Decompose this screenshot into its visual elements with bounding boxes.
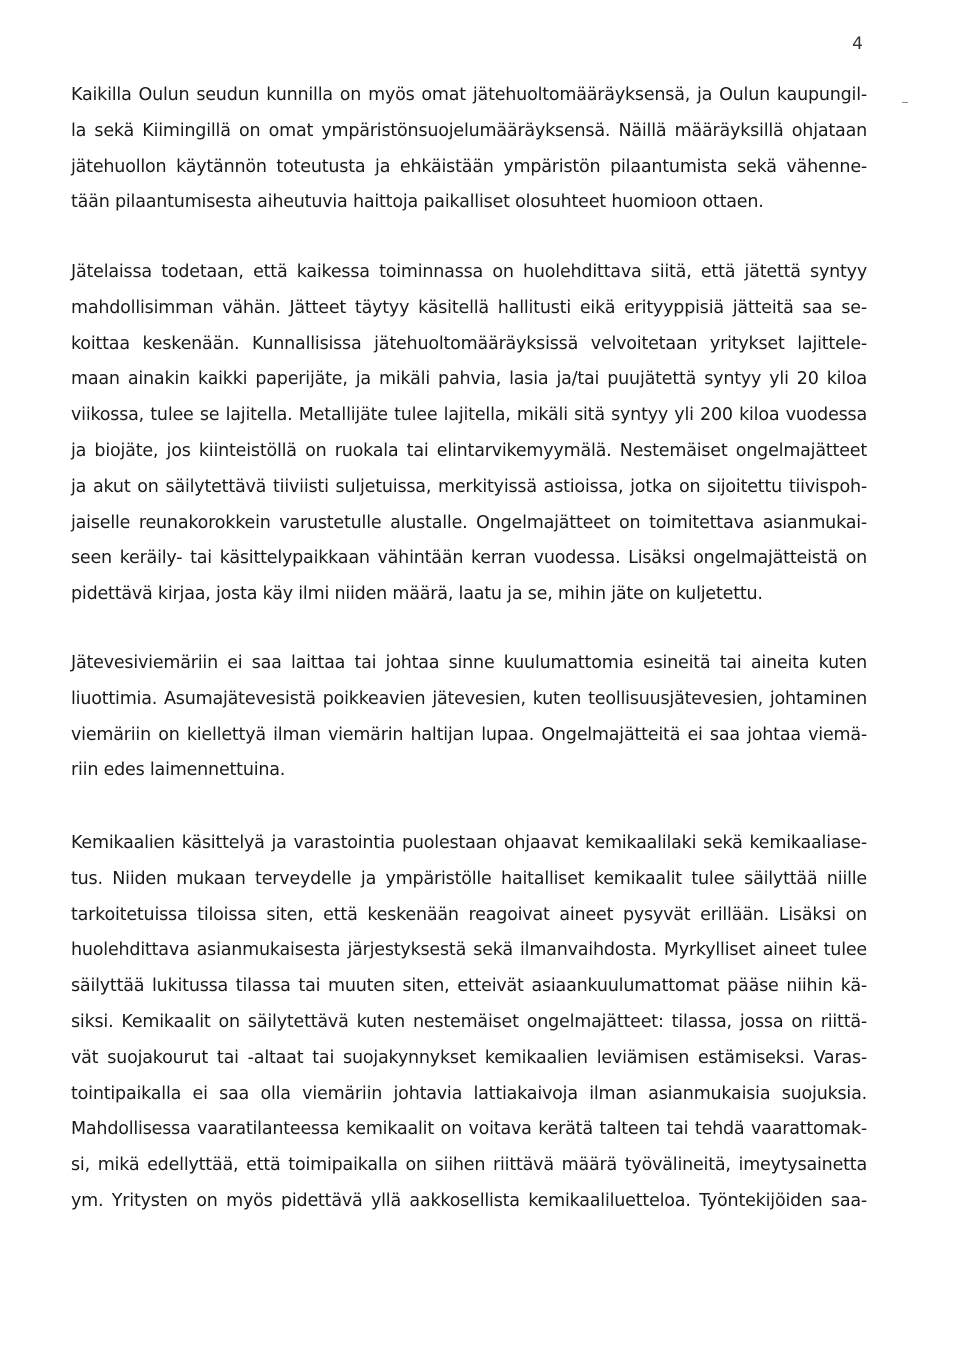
text-line: mahdollisimman vähän. Jätteet täytyy käsitellä hallitusti eikä erityyppisiä jätteitä saa se- [71,297,867,318]
text-line: ja akut on säilytettävä tiiviisti suljetuissa, merkityissä astioissa, jotka on sijoitettu tiivispoh- [71,476,867,497]
text-line: tään pilaantumisesta aiheutuvia haittoja paikalliset olosuhteet huomioon ottaen. [71,192,764,213]
text-line: Kemikaalien käsittelyä ja varastointia puolestaan ohjaavat kemikaalilaki sekä kemikaaliase- [71,833,867,853]
text-line: maan ainakin kaikki paperijäte, ja mikäli pahvia, lasia ja/tai puujätettä syntyy yli 20 kiloa [71,369,867,390]
text-line: viemäriin on kiellettyä ilman viemärin haltijan lupaa. Ongelmajätteitä ei saa johtaa viemä- [71,724,867,745]
text-line: la sekä Kiimingillä on omat ympäristönsuojelumääräyksensä. Näillä määräyksillä ohjataan [71,120,867,141]
text-line: vät suojakourut tai -altaat tai suojakynnykset kemikaalien leviämisen estämiseksi. Varas- [71,1047,867,1068]
text-line: jätehuollon käytännön toteutusta ja ehkäistään ympäristön pilaantumista sekä vähenne- [71,156,867,177]
text-line: liuottimia. Asumajätevesistä poikkeavien jätevesien, kuten teollisuusjätevesien, johtaminen [71,688,867,709]
text-line: viikossa, tulee se lajitella. Metallijäte tulee lajitella, mikäli sitä syntyy yli 200 kiloa vuodessa [71,405,867,426]
text-line: Kaikilla Oulun seudun kunnilla on myös omat jätehuoltomääräyksensä, ja Oulun kaupungil- [71,85,867,105]
text-line: huolehdittava asianmukaisesta järjestyksestä sekä ilmanvaihdosta. Myrkylliset aineet tulee [71,940,867,961]
text-line: siksi. Kemikaalit on säilytettävä kuten nestemäiset ongelmajätteet: tilassa, jossa on riittä- [71,1011,867,1032]
scan-speck [902,102,908,103]
paragraph-waste-act [71,255,867,613]
paragraph-chemicals [71,826,867,1220]
text-line: si, mikä edellyttää, että toimipaikalla on siihen riittävä määrä työvälineitä, imeytysainetta [71,1155,867,1176]
text-line: pidettävä kirjaa, josta käy ilmi niiden määrä, laatu ja se, mihin jäte on kuljetettu. [71,584,763,605]
text-line: tointipaikalla ei saa olla viemäriin johtavia lattiakaivoja ilman asianmukaisia suojuksia. [71,1083,867,1104]
text-line: riin edes laimennettuina. [71,760,286,781]
text-line: ja biojäte, jos kiinteistöllä on ruokala tai elintarvikemyymälä. Nestemäiset ongelmajätteet [71,440,867,461]
text-line: säilyttää lukitussa tilassa tai muuten siten, etteivät asiaankuulumattomat pääse niihin kä- [71,976,867,997]
text-line: Jätelaissa todetaan, että kaikessa toiminnassa on huolehdittava siitä, että jätettä syntyy [71,262,867,282]
page-number: 4 [852,34,863,54]
text-line: tarkoitetuissa tiloissa siten, että keskenään reagoivat aineet pysyvät erillään. Lisäksi on [71,904,867,925]
text-line: seen keräily- tai käsittelypaikkaan vähintään kerran vuodessa. Lisäksi ongelmajätteistä on [71,548,867,569]
text-line: Mahdollisessa vaaratilanteessa kemikaalit on voitava kerätä talteen tai tehdä vaarattomak- [71,1119,867,1140]
text-line: tus. Niiden mukaan terveydelle ja ympäristölle haitalliset kemikaalit tulee säilyttää niille [71,868,867,889]
paragraph-sewer [71,646,867,789]
text-line: koittaa keskenään. Kunnallisissa jätehuoltomääräyksissä velvoitetaan yritykset lajittele- [71,333,867,354]
paragraph-local-regulations [71,78,867,221]
text-line: Jätevesiviemäriin ei saa laittaa tai johtaa sinne kuulumattomia esineitä tai aineita kuten [71,653,867,673]
text-line: ym. Yritysten on myös pidettävä yllä aakkosellista kemikaaliluetteloa. Työntekijöiden saa- [71,1190,867,1211]
text-line: jaiselle reunakorokkein varustetulle alustalle. Ongelmajätteet on toimitettava asianmukai- [71,512,867,533]
